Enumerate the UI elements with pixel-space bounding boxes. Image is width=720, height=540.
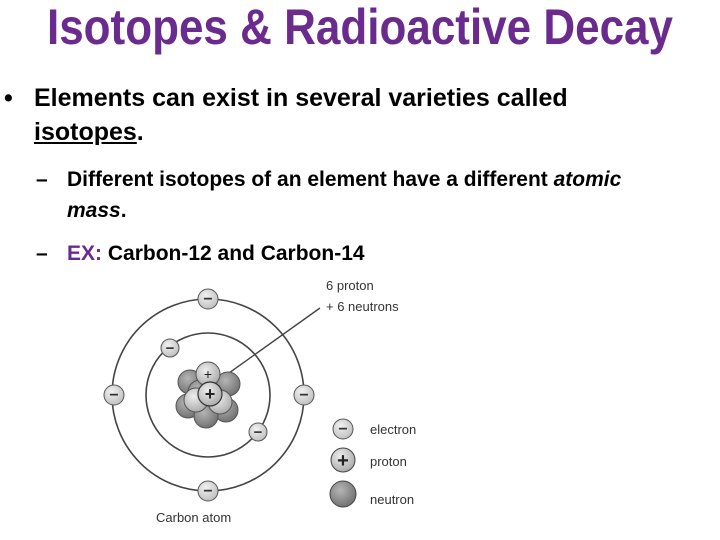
nucleus-label-line2: + 6 neutrons (326, 299, 399, 314)
sub-bullet-marker: – (36, 168, 48, 191)
svg-text:−: − (109, 387, 119, 404)
sub-bullet-text: EX: Carbon-12 and Carbon-14 (67, 242, 365, 265)
label-pointer-line (222, 308, 320, 378)
neutron-icon (330, 481, 356, 507)
svg-text:−: − (299, 387, 309, 404)
electron (294, 385, 314, 405)
svg-text:−: − (253, 424, 263, 441)
electron (198, 481, 218, 501)
electron (198, 289, 218, 309)
legend-electron-label: electron (370, 422, 417, 437)
electron (249, 423, 267, 441)
sub-bullet-text: Different isotopes of an element have a different atomic mass. (67, 168, 622, 222)
legend-proton (331, 448, 407, 472)
legend-proton-label: proton (370, 454, 407, 469)
proton-plus-sign: + (204, 384, 216, 404)
carbon-atom-diagram (92, 270, 452, 532)
svg-text:−: − (338, 421, 348, 438)
svg-text:−: − (165, 340, 175, 357)
electron (161, 339, 179, 357)
legend-neutron-label: neutron (370, 492, 415, 507)
nucleus-label-line1: 6 proton (326, 278, 374, 293)
atomic-mass-term: atomic mass (67, 168, 622, 222)
proton-plus-sign: + (203, 366, 213, 382)
nucleus (176, 362, 240, 428)
legend-electron (333, 419, 416, 439)
svg-text:−: − (203, 483, 213, 500)
legend-neutron (330, 481, 414, 507)
legend (330, 419, 416, 507)
bullet-marker: • (4, 84, 13, 112)
sub-bullet-marker: – (36, 242, 48, 265)
electron (104, 385, 124, 405)
example-label: EX: (67, 242, 103, 265)
diagram-caption: Carbon atom (156, 510, 232, 525)
isotopes-term: isotopes (34, 118, 137, 146)
svg-text:+: + (337, 450, 349, 472)
svg-text:−: − (203, 291, 213, 308)
bullet-text: Elements can exist in several varieties called isotopes. (34, 84, 568, 146)
slide-title: Isotopes & Radioactive Decay (46, 0, 674, 55)
